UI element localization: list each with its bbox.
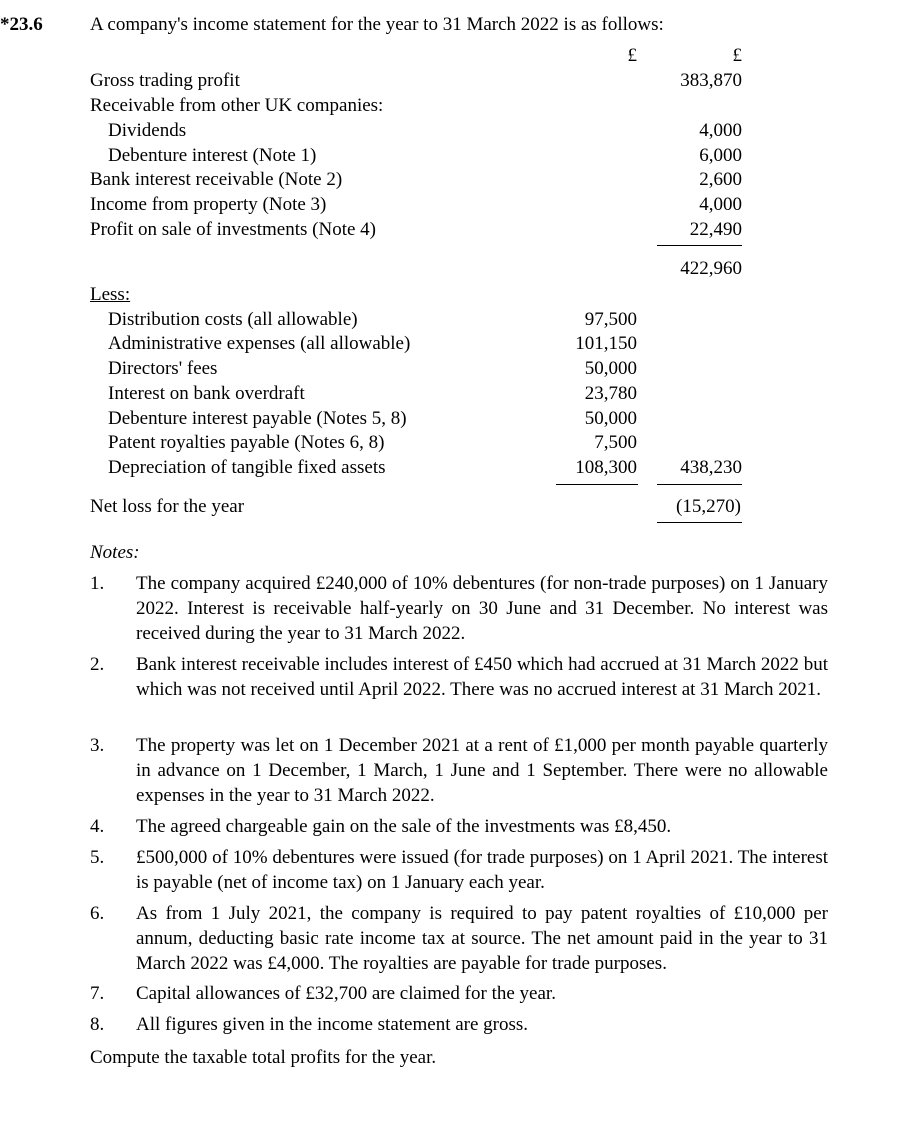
note-number: 6. (90, 903, 105, 924)
expense-value: 108,300 (575, 457, 637, 478)
expense-label: Depreciation of tangible fixed assets (108, 457, 386, 478)
question-intro: A company's income statement for the year to 31 March 2022 is as follows: (90, 14, 664, 35)
note-number: 8. (90, 1014, 105, 1035)
note-number: 3. (90, 735, 105, 756)
income-label: Bank interest receivable (Note 2) (90, 169, 343, 190)
note-number: 7. (90, 983, 105, 1004)
income-label: Debenture interest (Note 1) (108, 145, 317, 166)
income-value: 4,000 (699, 194, 742, 215)
note-text: Bank interest receivable includes interest of £450 which had accrued at 31 March 2022 but which was not received until April 2022. There was no accrued interest at 31 March 2021. (136, 654, 828, 700)
expense-label: Directors' fees (108, 358, 218, 379)
col1-header: £ (627, 45, 637, 66)
income-total: 422,960 (680, 258, 742, 279)
note-number: 2. (90, 654, 105, 675)
expense-label: Administrative expenses (all allowable) (108, 333, 411, 354)
col2-header: £ (732, 45, 742, 66)
expense-value: 7,500 (594, 432, 637, 453)
expense-value: 101,150 (575, 333, 637, 354)
note-number: 4. (90, 816, 105, 837)
income-value: 2,600 (699, 169, 742, 190)
note-text: Capital allowances of £32,700 are claimed for the year. (136, 983, 556, 1004)
expense-label: Distribution costs (all allowable) (108, 309, 358, 330)
note-text: As from 1 July 2021, the company is required to pay patent royalties of £10,000 per annum, deducting basic rate income tax at source. The net amount paid in the year to 31 March 2022 was £4,000. The royalties are payable for trade purposes. (136, 903, 828, 974)
income-label: Dividends (108, 120, 187, 141)
income-value: 22,490 (689, 219, 742, 240)
less-heading: Less: (90, 284, 131, 305)
expenses-subtotal-rule (556, 484, 638, 485)
note-text: The agreed chargeable gain on the sale of the investments was £8,450. (136, 816, 672, 837)
income-subtotal-rule (657, 245, 742, 246)
net-loss-rule (657, 522, 742, 523)
note-text: The company acquired £240,000 of 10% debentures (for non-trade purposes) on 1 January 2022. Interest is receivable half-yearly on 30 June and 31 December. No interest was received during the year to 31 March 2022. (136, 573, 828, 644)
net-loss-value: (15,270) (676, 496, 741, 517)
income-label: Receivable from other UK companies: (90, 95, 384, 116)
income-label: Gross trading profit (90, 70, 240, 91)
expense-value: 50,000 (584, 358, 637, 379)
net-loss-label: Net loss for the year (90, 496, 245, 517)
income-value: 383,870 (680, 70, 742, 91)
expense-value: 23,780 (584, 383, 637, 404)
notes-heading: Notes: (90, 542, 140, 563)
expenses-total: 438,230 (680, 457, 742, 478)
note-text: The property was let on 1 December 2021 at a rent of £1,000 per month payable quarterly in advance on 1 December, 1 March, 1 June and 1 September. There were no allowable expenses in the year to 31 March 2022. (136, 735, 828, 806)
expense-value: 50,000 (584, 408, 637, 429)
note-number: 5. (90, 847, 105, 868)
income-label: Income from property (Note 3) (90, 194, 327, 215)
note-text: £500,000 of 10% debentures were issued (for trade purposes) on 1 April 2021. The interest is payable (net of income tax) on 1 January each year. (136, 847, 828, 893)
instruction: Compute the taxable total profits for the year. (90, 1047, 437, 1068)
note-number: 1. (90, 573, 105, 594)
expense-label: Debenture interest payable (Notes 5, 8) (108, 408, 407, 429)
expense-label: Interest on bank overdraft (108, 383, 305, 404)
income-label: Profit on sale of investments (Note 4) (90, 219, 377, 240)
expenses-total-rule (657, 484, 742, 485)
income-value: 6,000 (699, 145, 742, 166)
question-number: *23.6 (0, 14, 43, 35)
expense-label: Patent royalties payable (Notes 6, 8) (108, 432, 385, 453)
income-value: 4,000 (699, 120, 742, 141)
note-text: All figures given in the income statement are gross. (136, 1014, 529, 1035)
expense-value: 97,500 (584, 309, 637, 330)
